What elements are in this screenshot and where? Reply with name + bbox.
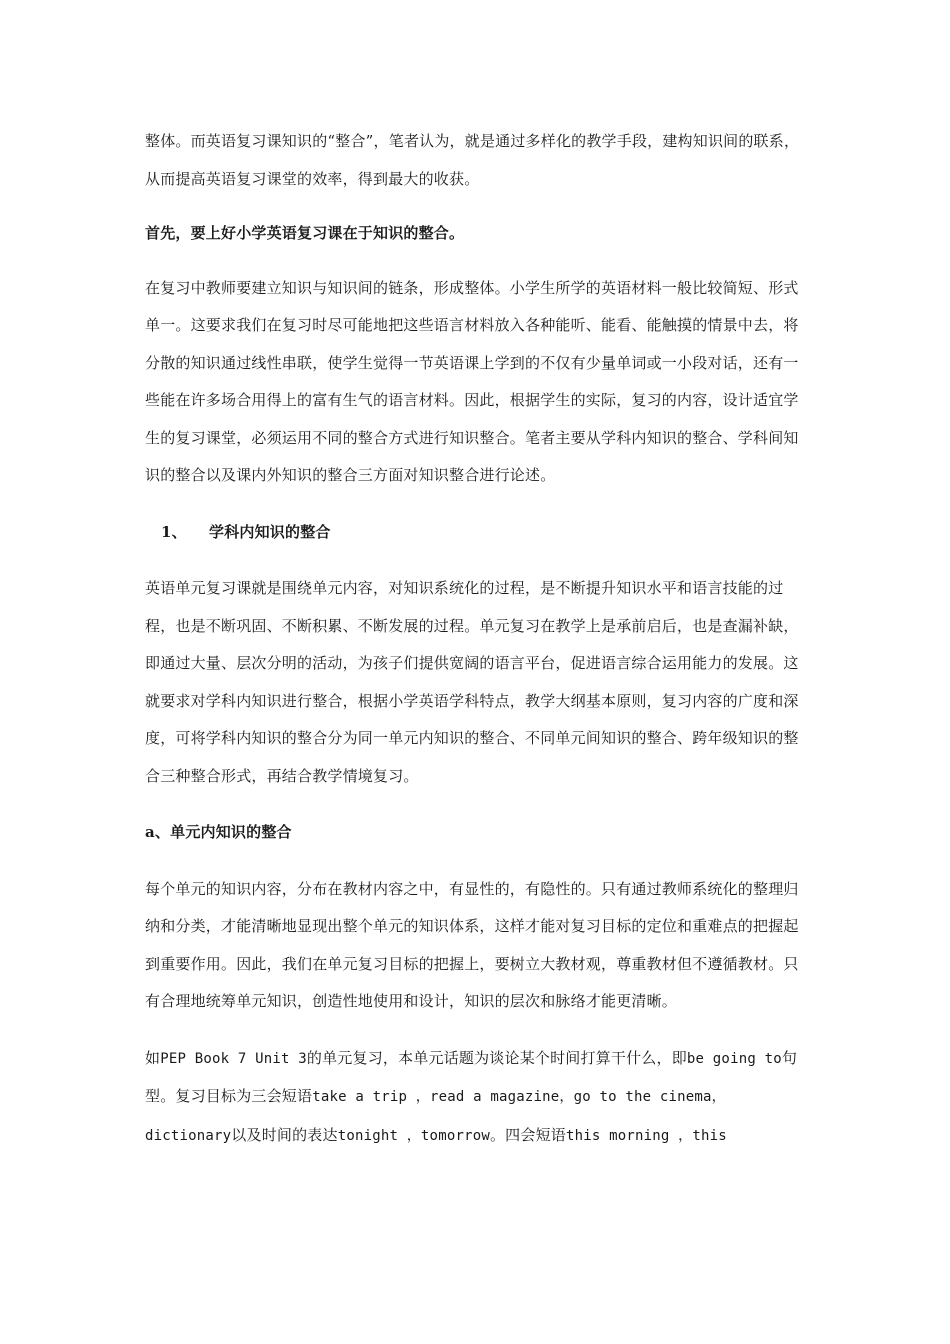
paragraph-pep-example	[145, 1040, 810, 1156]
paragraph-knowledge-chain: 在复习中教师要建立知识与知识间的链条，形成整体。小学生所学的英语材料一般比较简短、形式单一。这要求我们在复习时尽可能地把这些语言材料放入各种能听、能看、能触摸的情景中去，将分散的知识通过线性串联，使学生觉得一节英语课上学到的不仅有少量单词或一小段对话，还有一些能在许多场合用得上的富有生气的语言材料。因此，根据学生的实际，复习的内容，设计适宜学生的复习课堂，必须运用不同的整合方式进行知识整合。笔者主要从学科内知识的整合、学科间知识的整合以及课内外知识的整合三方面对知识整合进行论述。	[145, 278, 799, 484]
text-run: 如	[145, 1048, 161, 1067]
heading-integration: 首先，要上好小学英语复习课在于知识的整合。	[145, 224, 465, 242]
text-run-latin: take a trip ，read a magazine，go to the cinema，dictionary	[145, 1089, 726, 1144]
text-run-latin: tonight ，tomorrow	[337, 1127, 490, 1144]
text-run: 的单元复习，本单元话题为谈论某个时间打算干什么，即	[306, 1048, 687, 1067]
heading-subsection-a: a、单元内知识的整合	[145, 823, 292, 841]
paragraph-intro: 整体。而英语复习课知识的“整合”，笔者认为，就是通过多样化的教学手段，建构知识间的联系，从而提高英语复习课堂的效率，得到最大的收获。	[145, 132, 800, 188]
text-run-latin: be going to	[686, 1050, 782, 1067]
section-title: 学科内知识的整合	[209, 522, 331, 541]
heading-section-1	[145, 514, 810, 552]
text-run-latin: PEP Book 7 Unit 3	[160, 1050, 307, 1067]
paragraph-unit-knowledge: 每个单元的知识内容，分布在教材内容之中，有显性的，有隐性的。只有通过教师系统化的整理归纳和分类，才能清晰地显现出整个单元的知识体系，这样才能对复习目标的定位和重难点的把握起到重要作用。因此，我们在单元复习目标的把握上，要树立大教材观，尊重教材但不遵循教材。只有合理地统筹单元知识，创造性地使用和设计，知识的层次和脉络才能更清晰。	[145, 879, 799, 1010]
text-run: 。四会短语	[489, 1125, 566, 1144]
section-number: 1、	[161, 522, 187, 541]
text-run: 以及时间的表达	[231, 1125, 338, 1144]
text-run: 句型。复习目标为三会短语	[145, 1048, 798, 1105]
text-run-latin: this morning ，this	[565, 1127, 727, 1144]
paragraph-unit-review: 英语单元复习课就是围绕单元内容，对知识系统化的过程，是不断提升知识水平和语言技能的过程，也是不断巩固、不断积累、不断发展的过程。单元复习在教学上是承前启后，也是查漏补缺，即通过大量、层次分明的活动，为孩子们提供宽阔的语言平台，促进语言综合运用能力的发展。这就要求对学科内知识进行整合，根据小学英语学科特点，教学大纲基本原则，复习内容的广度和深度，可将学科内知识的整合分为同一单元内知识的整合、不同单元间知识的整合、跨年级知识的整合三种整合形式，再结合教学情境复习。	[145, 579, 799, 785]
